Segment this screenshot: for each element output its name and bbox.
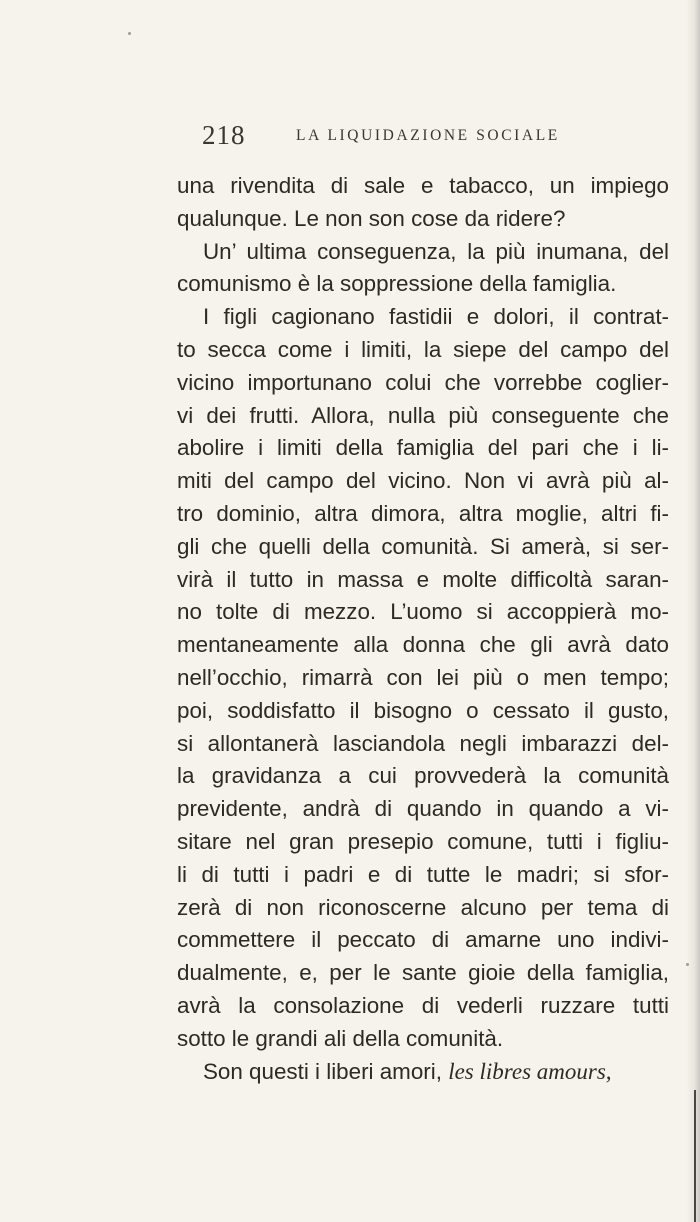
page-edge-line — [694, 1090, 696, 1222]
text-line: to secca come i limiti, la siepe del campo del — [177, 336, 669, 362]
text-line: no tolte di mezzo. L’uomo si accoppierà mo- — [177, 599, 669, 625]
text-line: sotto le grandi ali della comunità. — [177, 1025, 504, 1051]
text-line: dualmente, e, per le sante gioie della famiglia, — [177, 960, 669, 986]
text-line: la gravidanza a cui provvederà la comunità — [177, 763, 669, 789]
body-text — [177, 170, 669, 1088]
text-line: poi, soddisfatto il bisogno o cessato il gusto, — [177, 697, 669, 723]
text-line: vicino importunano colui che vorrebbe coglier- — [177, 369, 669, 395]
text-line: miti del campo del vicino. Non vi avrà più al- — [177, 468, 669, 494]
page-number: 218 — [202, 120, 246, 150]
scan-speck — [128, 32, 131, 35]
text-line: previdente, andrà di quando in quando a vi- — [177, 796, 669, 822]
text-line: si allontanerà lasciandola negli imbarazzi del- — [177, 730, 669, 756]
scan-speck — [686, 963, 689, 966]
text-line: Un’ ultima conseguenza, la più inumana, del — [203, 238, 669, 264]
page-header — [202, 120, 662, 152]
final-line-italic: les libres amours, — [448, 1058, 612, 1084]
text-line: commettere il peccato di amarne uno indivi- — [177, 927, 669, 953]
text-line: gli che quelli della comunità. Si amerà, si ser- — [177, 533, 669, 559]
text-line: avrà la consolazione di vederli ruzzare tutti — [177, 992, 669, 1018]
text-line: sitare nel gran presepio comune, tutti i figliu- — [177, 828, 669, 854]
text-line: vi dei frutti. Allora, nulla più conseguente che — [177, 402, 669, 428]
page-edge-shadow — [686, 0, 700, 1222]
text-line: comunismo è la soppressione della famiglia. — [177, 271, 617, 297]
text-line: tro dominio, altra dimora, altra moglie, altri fi- — [177, 500, 669, 526]
text-line: zerà di non riconoscerne alcuno per tema di — [177, 894, 669, 920]
text-line: abolire i limiti della famiglia del pari che i li- — [177, 435, 669, 461]
running-title: LA LIQUIDAZIONE SOCIALE — [296, 127, 560, 144]
text-line: mentaneamente alla donna che gli avrà dato — [177, 632, 669, 658]
text-line: li di tutti i padri e di tutte le madri; si sfor- — [177, 861, 669, 887]
final-line-roman: Son questi i liberi amori, — [203, 1058, 442, 1084]
text-line-final — [177, 1056, 669, 1089]
text-line: qualunque. Le non son cose da ridere? — [177, 205, 566, 231]
text-line: I figli cagionano fastidii e dolori, il contrat- — [203, 304, 669, 330]
text-line: nell’occhio, rimarrà con lei più o men tempo; — [177, 664, 669, 690]
text-line: una rivendita di sale e tabacco, un impiego — [177, 173, 669, 198]
text-line: virà il tutto in massa e molte difficoltà saran- — [177, 566, 669, 592]
